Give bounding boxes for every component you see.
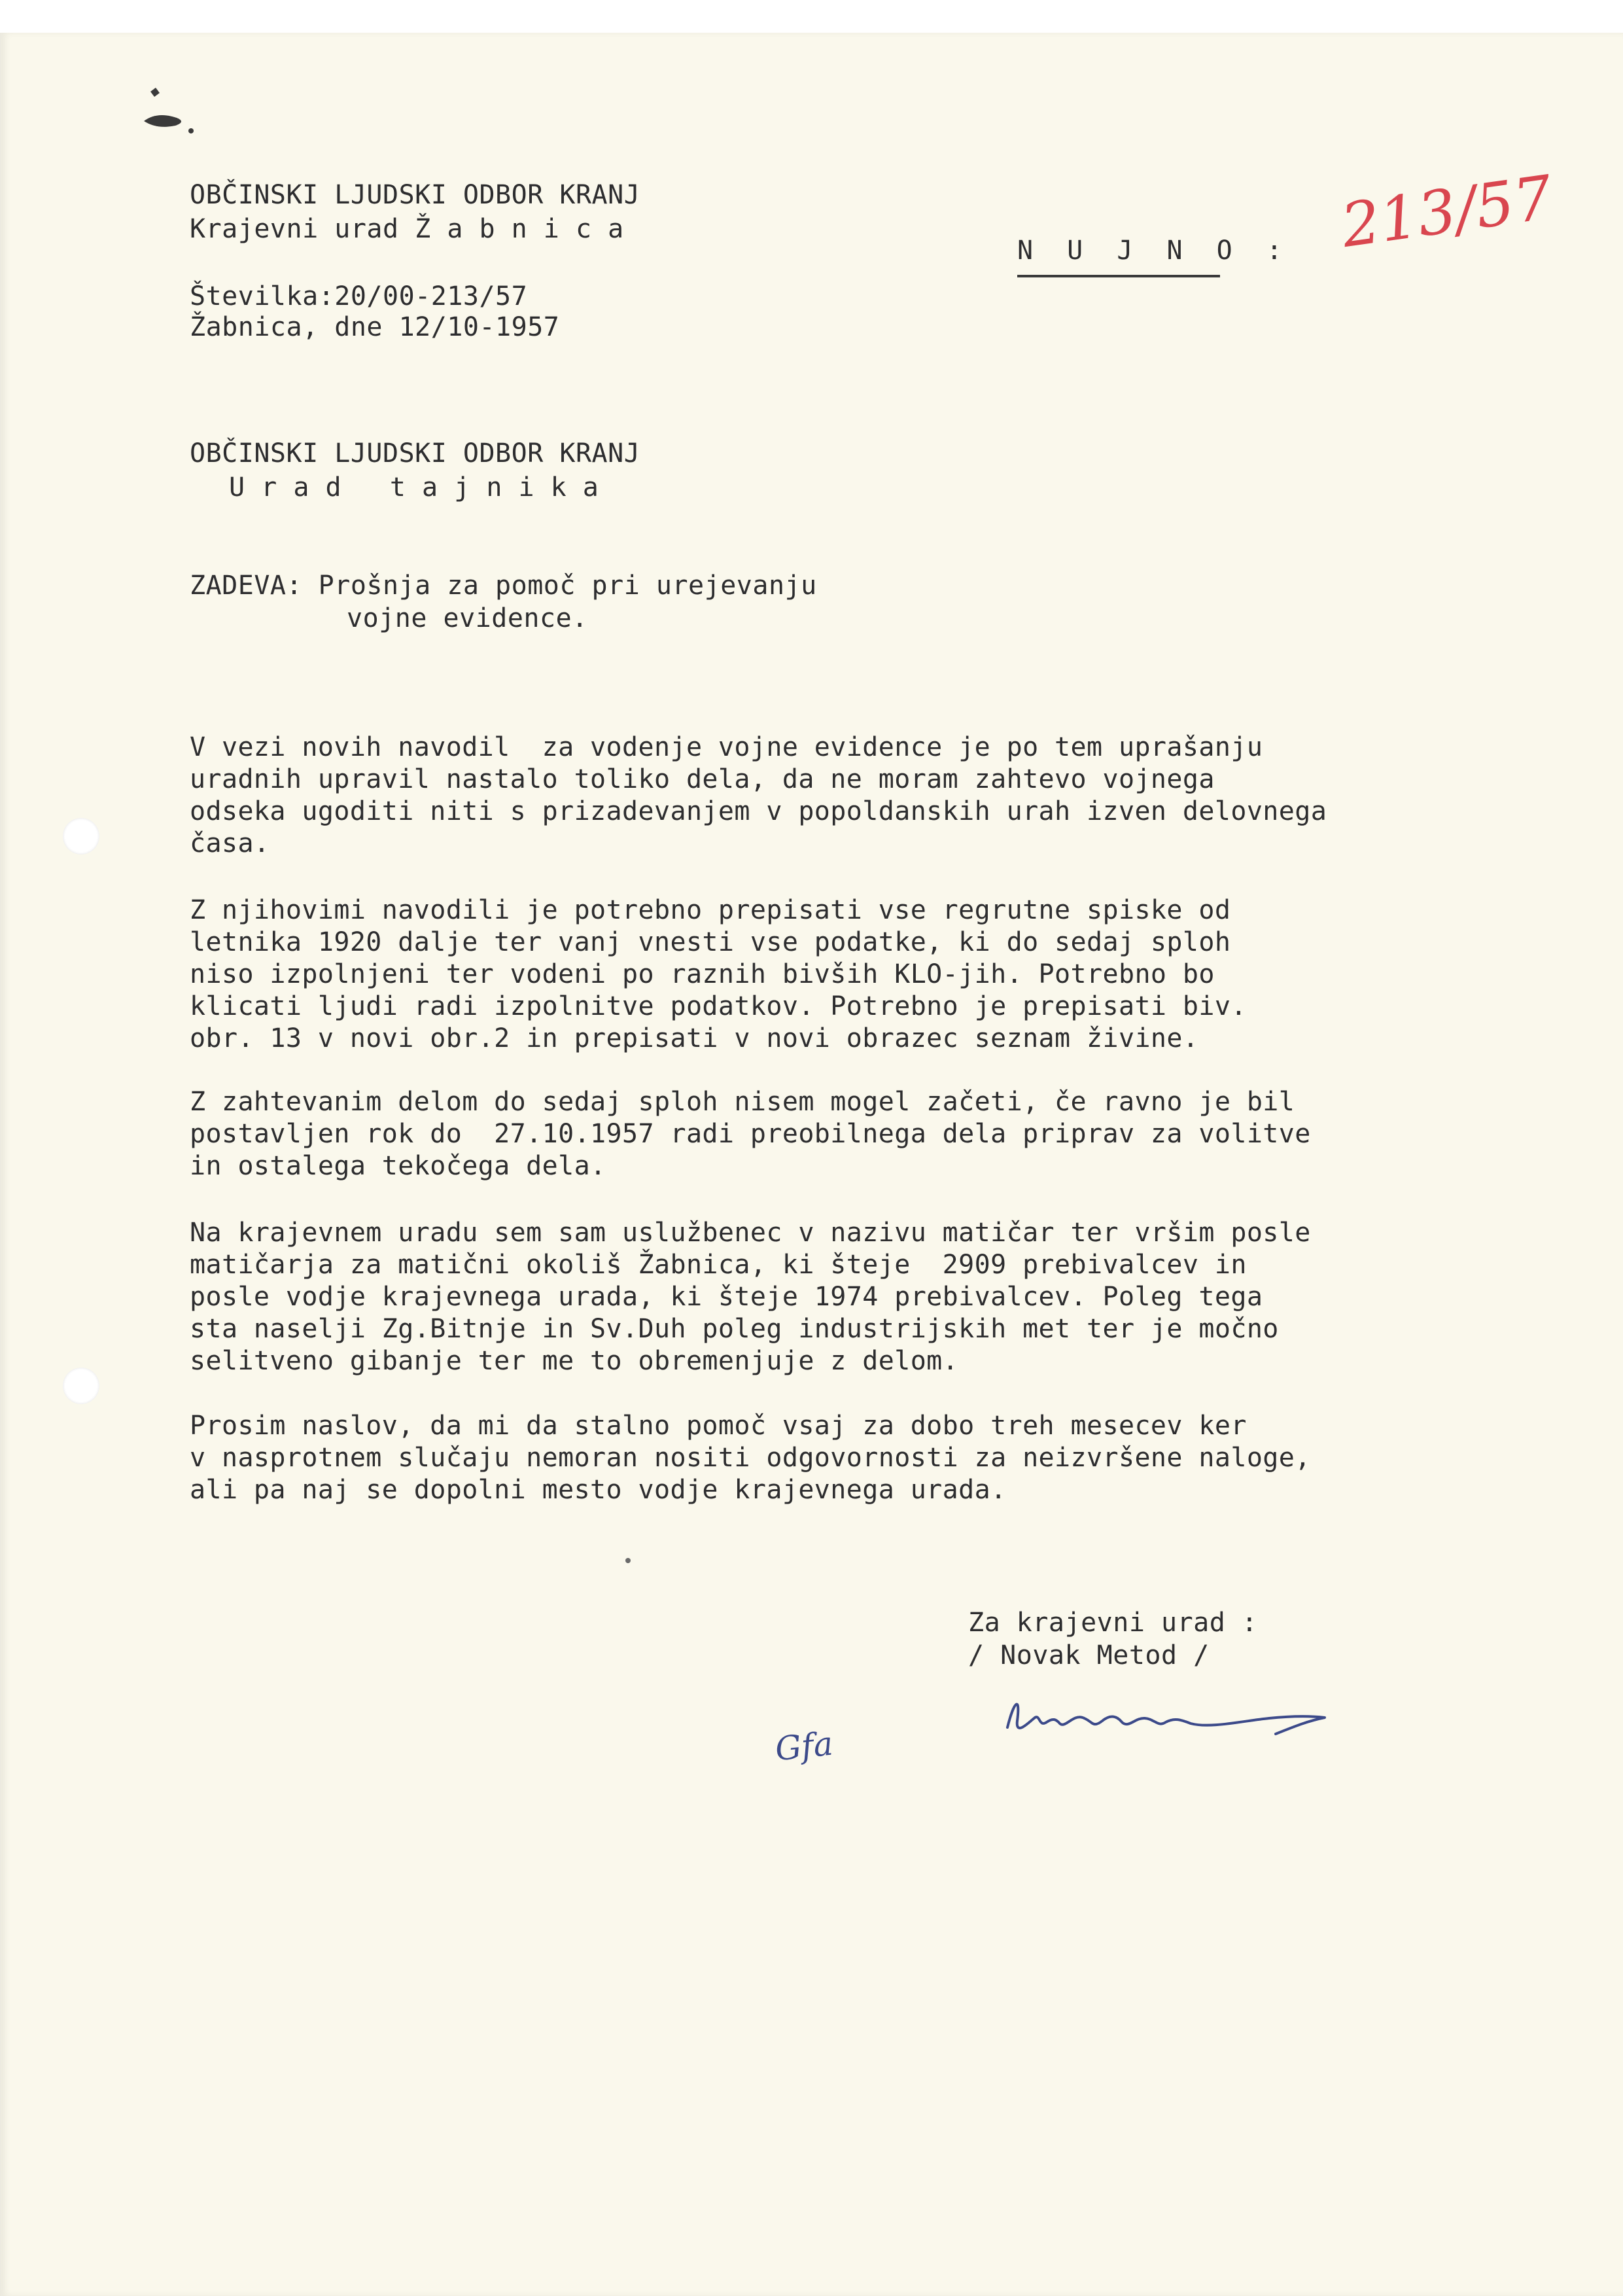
body-line: Na krajevnem uradu sem sam uslužbenec v nazivu matičar ter vršim posle <box>190 1218 1311 1248</box>
sender-local-office: Krajevni urad Ž a b n i c a <box>190 214 624 244</box>
handwritten-file-number: 213/57 <box>1337 162 1557 262</box>
body-line: posle vodje krajevnega urada, ki šteje 1974 prebivalcev. Poleg tega <box>190 1282 1263 1312</box>
small-ink-dot <box>621 1554 635 1567</box>
signatory-name: / Novak Metod / <box>968 1640 1210 1670</box>
body-line: V vezi novih navodil za vodenje vojne evidence je po tem uprašanju <box>190 732 1263 762</box>
handwritten-initials: Gfa <box>773 1724 835 1769</box>
body-line: uradnih upravil nastalo toliko dela, da ne moram zahtevo vojnega <box>190 764 1215 794</box>
body-line: Z njihovimi navodili je potrebno prepisati vse regrutne spiske od <box>190 895 1231 925</box>
subject-line-2: vojne evidence. <box>347 603 588 633</box>
urgency-label: N U J N O : <box>1017 236 1291 266</box>
subject-line-1: ZADEVA: Prošnja za pomoč pri urejevanju <box>190 571 817 601</box>
urgency-underline <box>1017 275 1220 277</box>
body-line: in ostalega tekočega dela. <box>190 1151 606 1181</box>
body-paragraph-5 <box>190 1410 1311 1506</box>
body-line: postavljen rok do 27.10.1957 radi preobilnega dela priprav za volitve <box>190 1119 1311 1149</box>
body-paragraph-1 <box>190 732 1327 860</box>
punch-hole-lower <box>63 1368 99 1404</box>
closing-office-line: Za krajevni urad : <box>968 1608 1258 1638</box>
body-line: odseka ugoditi niti s prizadevanjem v popoldanskih urah izven delovnega <box>190 796 1327 826</box>
reference-number: Številka:20/00-213/57 <box>190 281 528 311</box>
body-line: sta naselji Zg.Bitnje in Sv.Duh poleg industrijskih met ter je močno <box>190 1314 1279 1344</box>
handwritten-signature <box>994 1682 1348 1754</box>
punch-hole-upper <box>63 818 99 855</box>
body-line: niso izpolnjeni ter vodeni po raznih bivših KLO-jih. Potrebno bo <box>190 959 1215 989</box>
body-line: letnika 1920 dalje ter vanj vnesti vse podatke, ki do sedaj sploh <box>190 927 1231 957</box>
body-line: selitveno gibanje ter me to obremenjuje z delom. <box>190 1346 959 1376</box>
recipient-office-name: OBČINSKI LJUDSKI ODBOR KRANJ <box>190 438 640 468</box>
recipient-department: U r a d t a j n i k a <box>229 472 599 503</box>
body-paragraph-4 <box>190 1217 1311 1377</box>
body-line: obr. 13 v novi obr.2 in prepisati v novi obrazec seznam živine. <box>190 1023 1199 1053</box>
sender-office-name: OBČINSKI LJUDSKI ODBOR KRANJ <box>190 180 640 210</box>
body-line: Prosim naslov, da mi da stalno pomoč vsaj za dobo treh mesecev ker <box>190 1411 1247 1441</box>
place-and-date: Žabnica, dne 12/10-1957 <box>190 312 560 342</box>
ink-blot-mark <box>131 79 209 150</box>
body-line: Z zahtevanim delom do sedaj sploh nisem mogel začeti, če ravno je bil <box>190 1087 1295 1117</box>
body-line: v nasprotnem slučaju nemoran nositi odgovornosti za neizvršene naloge, <box>190 1443 1311 1473</box>
body-line: klicati ljudi radi izpolnitve podatkov. Potrebno je prepisati biv. <box>190 991 1247 1021</box>
body-paragraph-3 <box>190 1086 1311 1182</box>
body-line: ali pa naj se dopolni mesto vodje krajevnega urada. <box>190 1475 1007 1505</box>
body-line: časa. <box>190 828 270 858</box>
body-paragraph-2 <box>190 894 1247 1055</box>
body-line: matičarja za matični okoliš Žabnica, ki šteje 2909 prebivalcev in <box>190 1250 1247 1280</box>
